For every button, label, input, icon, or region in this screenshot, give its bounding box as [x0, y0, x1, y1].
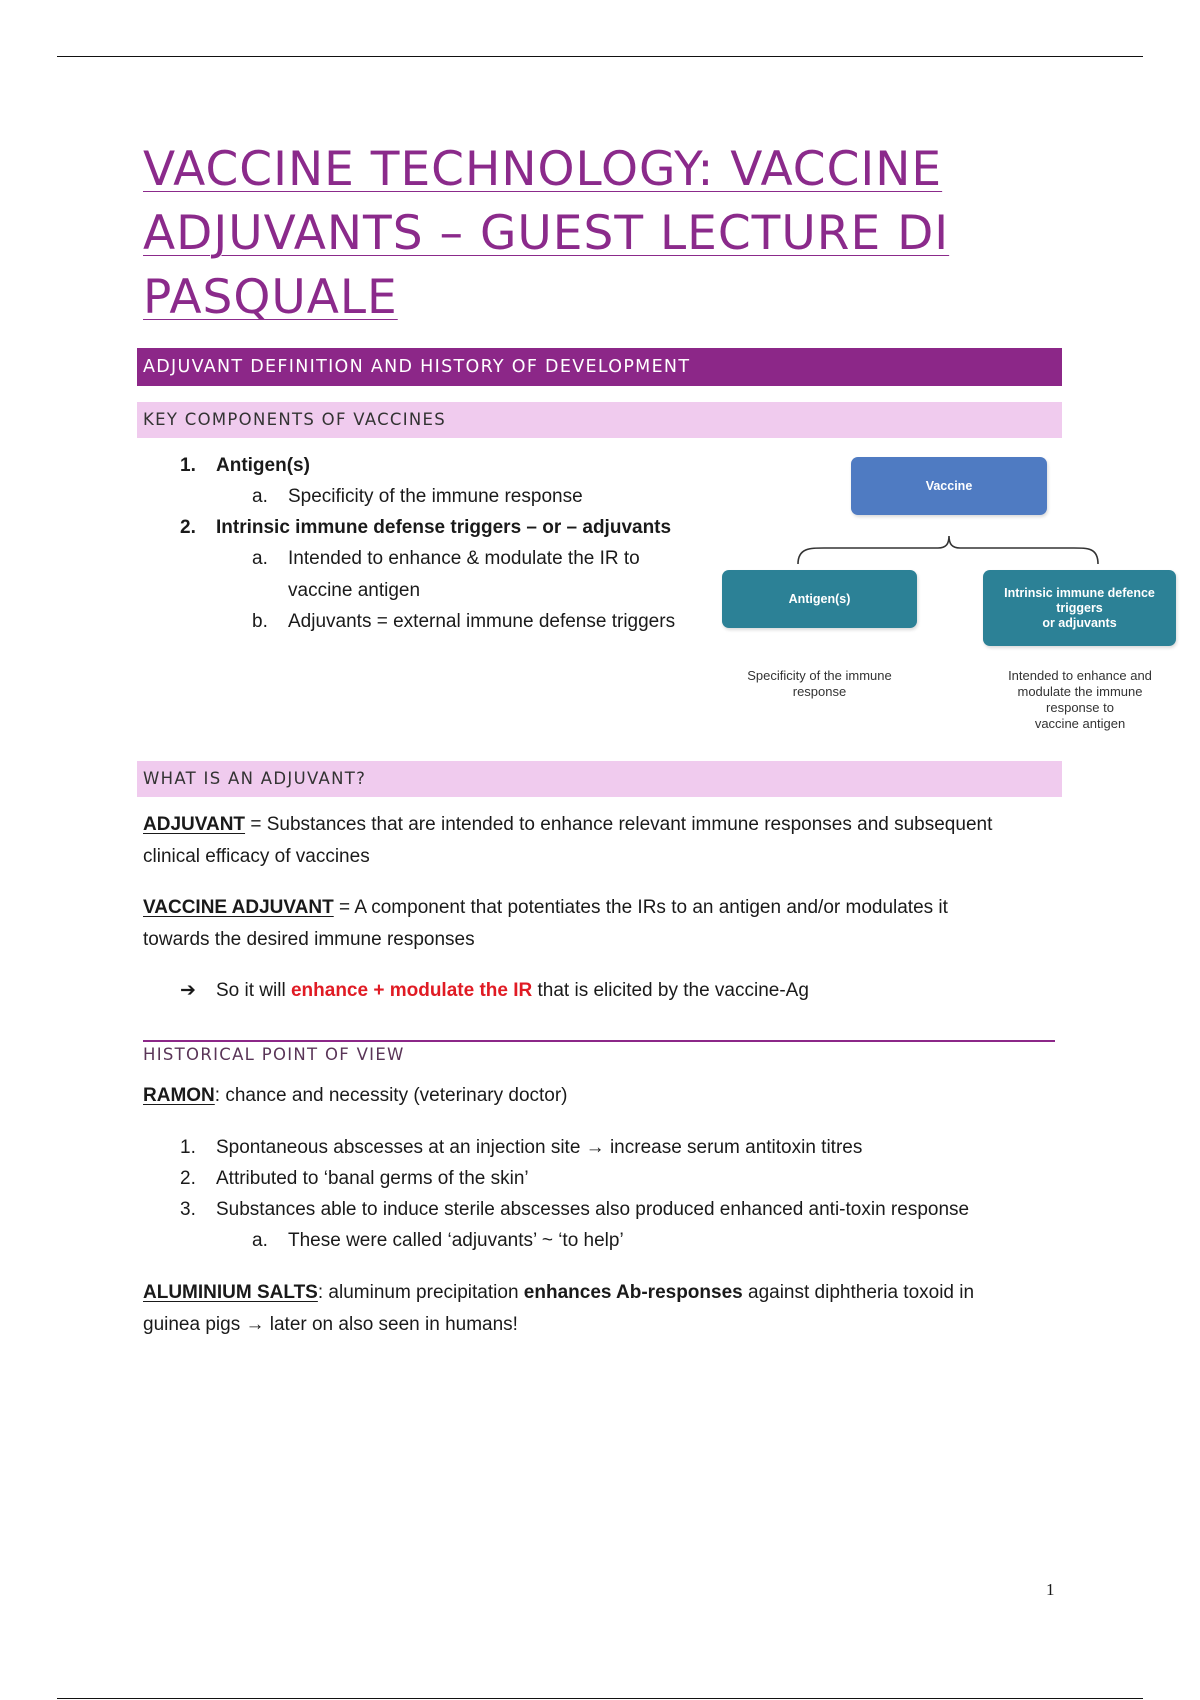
- list-item: Adjuvants = external immune defense triggers: [288, 611, 676, 632]
- section-heading-adjuvant-definition: ADJUVANT DEFINITION AND HISTORY OF DEVELOPMENT: [137, 348, 1062, 386]
- subheading-key-components: KEY COMPONENTS OF VACCINES: [137, 402, 1062, 438]
- diagram-caption-intrinsic: Intended to enhance and modulate the immune response to vaccine antigen: [1008, 668, 1152, 731]
- list-item: Antigen(s): [216, 455, 310, 476]
- list-item: Spontaneous abscesses at an injection site → increase serum antitoxin titres: [216, 1137, 863, 1158]
- list-item: Intrinsic immune defense triggers – or – adjuvants: [216, 517, 672, 538]
- aluminium-salts-paragraph: ALUMINIUM SALTS: aluminum precipitation enhances Ab-responses against diphtheria toxoid in guinea pigs → later on also seen in humans!: [143, 1282, 975, 1335]
- subheading-historical: HISTORICAL POINT OF VIEW: [143, 1045, 405, 1064]
- list-item: Substances able to induce sterile abscesses also produced enhanced anti-toxin response: [216, 1199, 970, 1220]
- ramon-line: RAMON: chance and necessity (veterinary doctor): [143, 1085, 568, 1106]
- adjuvant-definition: ADJUVANT = Substances that are intended to enhance relevant immune responses and subsequent clinical efficacy of vaccines: [143, 814, 993, 867]
- list-item: These were called ‘adjuvants’ ~ ‘to help’: [288, 1230, 624, 1251]
- list-item: Attributed to ‘banal germs of the skin’: [216, 1168, 529, 1189]
- diagram-box-antigen: Antigen(s): [722, 570, 917, 628]
- arrow-note: ➔ So it will enhance + modulate the IR that is elicited by the vaccine-Ag: [180, 975, 1060, 1007]
- list-item: Specificity of the immune response: [288, 486, 583, 507]
- arrow-icon: ➔: [180, 980, 196, 1001]
- subheading-what-is-adjuvant: WHAT IS AN ADJUVANT?: [137, 761, 1062, 797]
- document-title: VACCINE TECHNOLOGY: VACCINE ADJUVANTS – GUEST LECTURE DI PASQUALE: [143, 142, 950, 325]
- list-item: Intended to enhance & modulate the IR to: [288, 548, 640, 569]
- diagram-box-vaccine: Vaccine: [851, 457, 1047, 515]
- vaccine-components-diagram: [700, 452, 1185, 742]
- diagram-box-intrinsic-triggers: Intrinsic immune defence triggers or adjuvants: [983, 570, 1176, 646]
- top-rule: [57, 56, 1143, 57]
- bottom-rule: [57, 1698, 1143, 1699]
- page-number: 1: [1046, 1580, 1055, 1599]
- list-item-continuation: vaccine antigen: [288, 580, 421, 601]
- heading-rule: [143, 1040, 1055, 1042]
- vaccine-adjuvant-definition: VACCINE ADJUVANT = A component that potentiates the IRs to an antigen and/or modulates it towards the desired immune responses: [143, 897, 948, 950]
- diagram-caption-antigen: Specificity of the immune response: [747, 668, 892, 699]
